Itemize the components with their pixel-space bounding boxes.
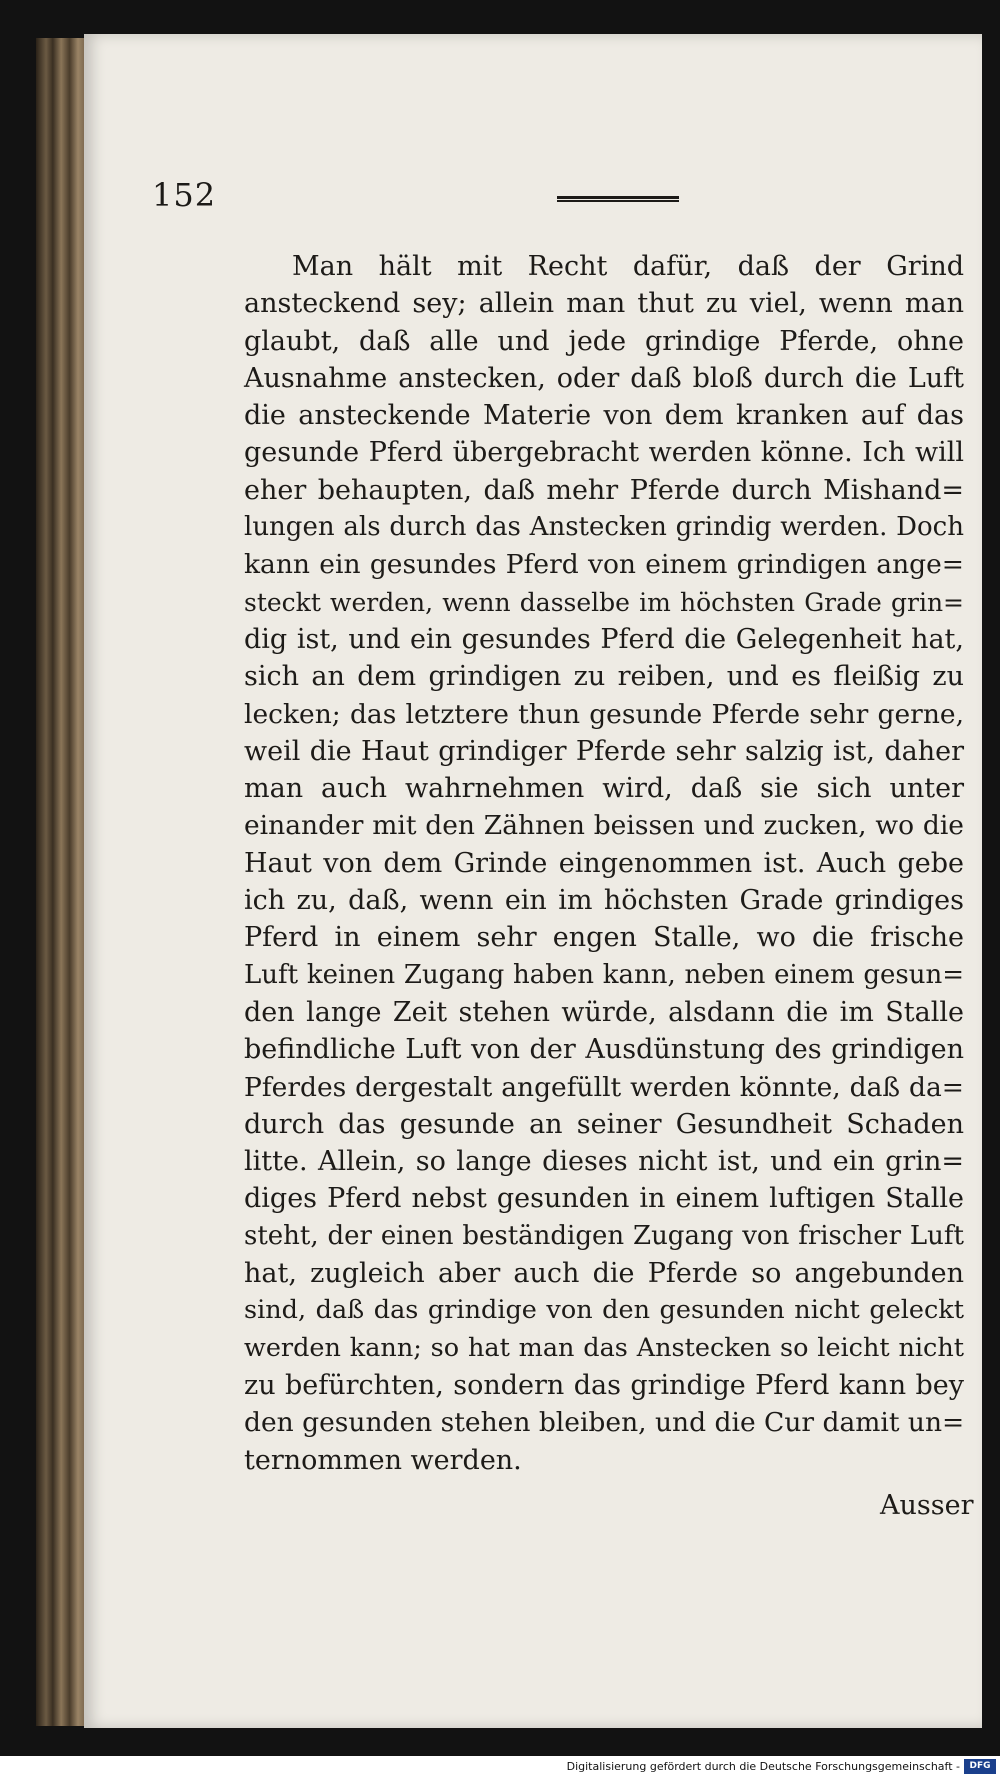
text-line: kann ein gesundes Pferd von einem grindigen ange= — [244, 549, 964, 581]
text-line: steckt werden, wenn dasselbe im höchsten Grade grin= — [244, 587, 964, 617]
text-line: dig ist, und ein gesundes Pferd die Gelegenheit hat, — [244, 623, 964, 655]
text-line: litte. Allein, so lange dieses nicht ist, und ein grin= — [244, 1146, 964, 1178]
text-line: den lange Zeit stehen würde, alsdann die im Stalle — [244, 996, 964, 1028]
text-line: ternommen werden. — [244, 1444, 522, 1476]
text-line: lungen als durch das Anstecken grindig werden. Doch — [244, 512, 964, 543]
text-line: einander mit den Zähnen beissen und zucken, wo die — [244, 810, 964, 842]
text-line: hat, zugleich aber auch die Pferde so angebunden — [244, 1258, 964, 1290]
text-line: weil die Haut grindiger Pferde sehr salzig ist, daher — [244, 735, 964, 767]
text-line: Haut von dem Grinde eingenommen ist. Auch gebe — [244, 847, 964, 879]
text-line: die ansteckende Materie von dem kranken auf das — [244, 400, 964, 432]
text-line: Ausnahme anstecken, oder daß bloß durch die Luft — [244, 362, 964, 394]
text-line: sich an dem grindigen zu reiben, und es fleißig zu — [244, 661, 964, 693]
footer-bar — [0, 1756, 1000, 1779]
text-line: diges Pferd nebst gesunden in einem luftigen Stalle — [244, 1183, 964, 1215]
text-line: Pferd in einem sehr engen Stalle, wo die frische — [244, 922, 964, 954]
body-text — [244, 248, 964, 1479]
text-line: ansteckend sey; allein man thut zu viel, wenn man — [244, 288, 964, 320]
text-line: sind, daß das grindige von den gesunden nicht geleckt — [244, 1295, 964, 1326]
text-line: glaubt, daß alle und jede grindige Pferde, ohne — [244, 325, 964, 357]
text-line: eher behaupten, daß mehr Pferde durch Mishand= — [244, 474, 964, 506]
text-line: zu befürchten, sondern das grindige Pferd kann bey — [244, 1369, 964, 1401]
text-line: durch das gesunde an seiner Gesundheit Schaden — [244, 1108, 964, 1140]
text-line: befindliche Luft von der Ausdünstung des grindigen — [244, 1034, 964, 1066]
header-rule — [557, 196, 679, 202]
dfg-logo: DFG — [964, 1759, 996, 1774]
catchword: Ausser — [880, 1490, 974, 1521]
text-line: Man hält mit Recht dafür, daß der Grind — [292, 251, 964, 282]
page-number: 152 — [152, 176, 217, 214]
text-line: steht, der einen beständigen Zugang von frischer Luft — [244, 1220, 964, 1251]
text-line: ich zu, daß, wenn ein im höchsten Grade grindiges — [244, 885, 964, 917]
text-line: den gesunden stehen bleiben, und die Cur damit un= — [244, 1407, 965, 1439]
text-line: gesunde Pferd übergebracht werden könne. Ich will — [244, 437, 964, 469]
digitization-credit: Digitalisierung gefördert durch die Deutsche Forschungsgemeinschaft - — [566, 1760, 960, 1773]
text-line: werden kann; so hat man das Anstecken so leicht nicht — [244, 1332, 964, 1363]
text-line: Luft keinen Zugang haben kann, neben einem gesun= — [244, 959, 964, 990]
text-line: man auch wahrnehmen wird, daß sie sich unter — [244, 773, 964, 805]
text-line: lecken; das letztere thun gesunde Pferde sehr gerne, — [244, 698, 964, 730]
text-line: Pferdes dergestalt angefüllt werden könnte, daß da= — [244, 1071, 964, 1103]
